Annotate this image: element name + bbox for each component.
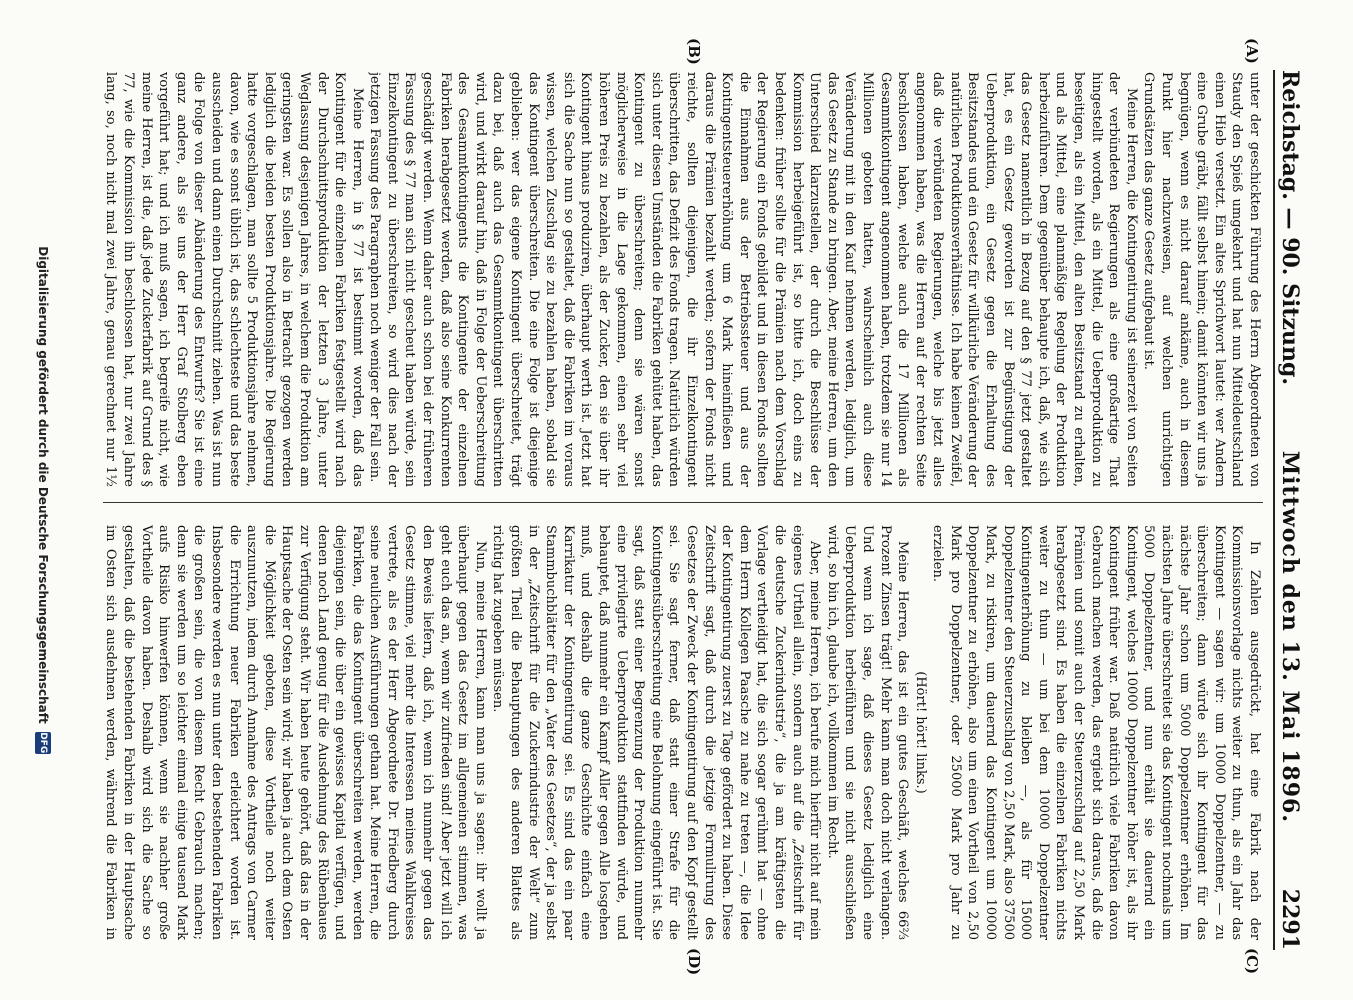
paragraph: In Zahlen ausgedrückt, hat eine Fabrik nach der Kommissionsvorlage nichts weiter zu thun, als ein Jahr das Kontingent — sagen wir: um 10000 Doppelzentner, — zu überschreiten; dann würde sich ihr Kontingent für das nächste Jahr schon um 5000 Doppelzentner erhöhen. Im nächsten Jahre überschreitet sie das Kontingent nochmals um 5000 Doppelzentner, und nun erhält sie dauernd ein Kontingent, welches 10000 Doppelzentner höher ist, als ihr Kontingent früher war. Daß natürlich viele Fabriken davon Gebrauch machen werden, das ergiebt sich daraus, daß die Prämien und somit auch der Steuerzuschlag auf 2,50 Mark herabgesetzt sind. Es haben die einzelnen Fabriken nichts weiter zu thun — um bei dem 10000 Doppelzentner Kontingenterhöhung zu bleiben —, als für 15000 Doppelzentner den Steuerzuschlag von 2,50 Mark, also 37500 Mark, zu riskiren, um dauernd das Kontingent um 10000 Doppelzentner zu erhöhen, also um einen Vortheil von 2,50 Mark pro Doppelzentner, oder 25000 Mark pro Jahr zu erzielen.	[930, 525, 1262, 940]
page-number: 2291	[1277, 888, 1303, 950]
paragraph: Meine Herren, in § 77 ist bestimmt worden, daß das Kontingent für die einzelnen Fabriken festgestellt wird nach der Durchschnittsproduktion der letzten 3 Jahre, unter Weglassung desjenigen Jahres, in welchem die Produktion am geringsten war. Es sollen also in Betracht gezogen werden lediglich die beiden besten Produktionsjahre. Die Regierung hatte vorgeschlagen, man sollte 5 Produktionsjahre nehmen, davon, wie es sonst üblich ist, das schlechteste und das beste ausscheiden und dann einen Durchschnitt ziehen. Was ist nun die Folge von dieser Abänderung des Entwurfs? Sie ist eine ganz andere, als sie uns der Herr Graf Stolberg eben vorgeführt hat; und ich muß sagen, ich begreife nicht, wie meine Herren, ist die, daß jede Zuckerfabrik auf Grund des § 77, wie die Kommission ihn beschlossen hat, nur zwei Jahre lang, so, noch nicht mal zwei Jahre, genau gerechnet nur 1½	[103, 72, 365, 487]
right-column	[103, 525, 1263, 940]
margin-marker-b: (B)	[685, 38, 703, 65]
paragraph: unter der geschickten Führung des Herrn Abgeordneten von Staudy den Spieß umgekehrt und hat nun Mitteldeutschland einen Hieb versetzt. Ein altes Sprichwort lautet: wer Andern eine Grube gräbt, fällt selbst hinein; damit könnten wir uns ja begnügen, wenn es nicht darauf ankäme, auch in diesem Punkt hier nachzuweisen, auf welchen unrichtigen Grundsätzen das ganze Gesetz aufgebaut ist.	[1141, 72, 1262, 487]
interjection: (Hört! hört! links.)	[912, 671, 928, 794]
dfg-logo: DFG	[35, 732, 51, 754]
paragraph: Nun, meine Herren, kann man uns ja sagen: ihr wollt ja überhaupt gegen das Gesetz im allgemeinen stimmen, was geht euch das an, wenn wir zufrieden sind! Aber jetzt will ich den Beweis liefern, daß ich, wenn ich nunmehr gegen das Gesetz stimme, viel mehr die Interessen meines Wahlkreises vertrete, als es der Herr Abgeordnete Dr. Friedberg durch seine neulichen Ausführungen gethan hat. Meine Herren, die Fabriken, die das Kontingent überschreiten werden, werden diejenigen sein, die über ein gewisses Kapital verfügen, und denen noch Land genug für die Ausdehnung des Rübenbaues zur Verfügung steht. Wir haben heute gehört, daß das in der Hauptsache der Osten sein wird; wir haben ja auch dem Osten die Möglichkeit geboten, diese Vortheile noch weiter auszunutzen, indem durch Annahme des Antrags von Carmer die Errichtung neuer Fabriken erleichtert worden ist. Insbesondere werden es nun unter den bestehenden Fabriken die großen sein, die von diesem Recht Gebrauch machen; denn sie werden um so leichter einmal einige tausend Mark aufs Risiko hinwerfen können, wenn sie nachher große Vortheile davon haben. Deshalb wird sich die Sache so gestalten, daß die bestehenden Fabriken in der Hauptsache im Osten sich ausdehnen werden, während die Fabriken in	[103, 525, 488, 940]
margin-marker-a: (A)	[1243, 38, 1261, 64]
header-date: Mittwoch den 13. Mai 1896.	[1277, 450, 1303, 823]
paragraph: Aber, meine Herren, ich berufe mich hierfür nicht auf mein eigenes Urtheil allein, sondern auch auf die „Zeitschrift für die deutsche Zuckerindustrie“, die ja am kräftigsten die Vorlage vertheidigt hat, die sich sogar gerühmt hat — ohne dem Herrn Kollegen Paasche zu nahe zu treten —, die Idee der Kontingentirung zuerst zu Tage gefördert zu haben. Diese Zeitschrift sagt, daß durch die jetzige Formulirung des Gesetzes der Zweck der Kontingentirung auf den Kopf gestellt sei. Sie sagt ferner, daß statt einer Strafe für die Kontingentsüberschreitung eine Belohnung eingeführt ist. Sie sagt, daß statt einer Begrenzung der Produktion nunmehr eine privilegirte Ueberproduktion stattfinden würde, und behauptet, daß nunmehr ein Kampf Aller gegen Alle losgehen muß, und deshalb die ganze Geschichte einfach eine Karrikatur der Kontingentirung sei. Es sind das ein paar Stammbuchblätter für den „Vater des Gesetzes“, der ja selbst in der „Zeitschrift für die Zuckerindustrie der Welt“ zum größten Theil die Behauptungen des anderen Blattes als richtig hat zugeben müssen.	[490, 525, 823, 940]
paragraph: Meine Herren, das ist ein gutes Geschäft, welches 66⅔ Prozent Zinsen trägt! Mehr kann man doch nicht verlangen. Und wenn ich sage, daß dieses Gesetz lediglich eine Ueberproduktion herbeiführen und sie nicht ausschließen wird, so bin ich, glaube ich, vollkommen im Recht.	[824, 525, 911, 940]
page-header	[1273, 70, 1311, 950]
digitization-footer	[23, 0, 63, 1000]
header-session: Reichstag. — 90. Sitzung.	[1277, 70, 1303, 386]
paragraph: Meine Herren, die Kontingentirung ist seinerzeit von Seiten der verbündeten Regierungen als eine großartige That hingestellt worden, als ein Mittel, die Ueberproduktion zu beseitigen, als ein Mittel, den alten Besitzstand zu erhalten, und als Mittel, eine planmäßige Regelung der Produktion herbeizuführen. Dem gegenüber behaupte ich, daß, wie sich das Gesetz namentlich in Bezug auf den § 77 jetzt gestaltet hat, es ein Gesetz geworden ist zur Begünstigung der Ueberproduktion, ein Gesetz gegen die Erhaltung des Besitzstandes und ein Gesetz für willkürliche Veränderung der natürlichen Produktionsverhältnisse. Ich habe keinen Zweifel, daß die verbündeten Regierungen, welche bis jetzt alles angenommen haben, was die Herren auf der rechten Seite beschlossen haben, welche auch die 17 Millionen als Gesammtkontingent angenommen haben, trotzdem sie nur 14 Millionen geboten hatten, wahrscheinlich auch diese Veränderung mit in den Kauf nehmen werden, lediglich, um das Gesetz zu Stande zu bringen. Aber, meine Herren, um den Unterschied klarzustellen, der durch die Beschlüsse der Kommission herbeigeführt ist, so bitte ich, doch eins zu bedenken: früher sollte für die Prämien nach dem Vorschlag der Regierung ein Fonds gebildet und in diesen Fonds sollten die Einnahmen aus der Betriebssteuer und aus der Kontingentsteuererhöhung um 6 Mark hineinfließen und daraus die Prämien bezahlt werden; sofern der Fonds nicht reichte, sollten diejenigen, die ihr Einzelkontingent überschritten, das Defizit des Fonds tragen. Natürlich würden sich unter diesen Umständen die Fabriken gehütet haben, das Kontingent zu überschreiten; denn sie wären sonst möglicherweise in die Lage gekommen, einen sehr viel höheren Preis zu bezahlen, als der Zucker, den sie über ihr Kontingent hinaus produziren, überhaupt werth ist. Jetzt hat sich die Sache nun so gestaltet, daß die Fabriken im voraus wissen, welchen Zuschlag sie zu bezahlen haben, sobald sie das Kontingent überschreiten. Die eine Folge ist diejenige geblieben: wer das eigene Kontingent überschreitet, trägt dazu bei, daß auch das Gesammtkontingent überschritten wird, und wirkt darauf hin, daß in Folge der Ueberschreitung des Gesammtkontingents die Kontingente der einzelnen Fabriken herabgesetzt werden, daß also seine Konkurrenten geschädigt werden. Wenn daher auch schon bei der früheren Fassung des § 77 man sich nicht gescheut haben würde, sein Einzelkontingent zu überschreiten, so wird dies nach der jetzigen Fassung des Paragraphen noch weniger der Fall sein.	[367, 72, 1139, 487]
margin-marker-d: (D)	[685, 948, 703, 976]
column-divider	[103, 502, 1263, 503]
left-column	[103, 72, 1263, 487]
margin-marker-c: (C)	[1243, 948, 1261, 975]
footer-credit: Digitalisierung gefördert durch die Deutsche Forschungsgemeinschaft	[36, 246, 50, 724]
